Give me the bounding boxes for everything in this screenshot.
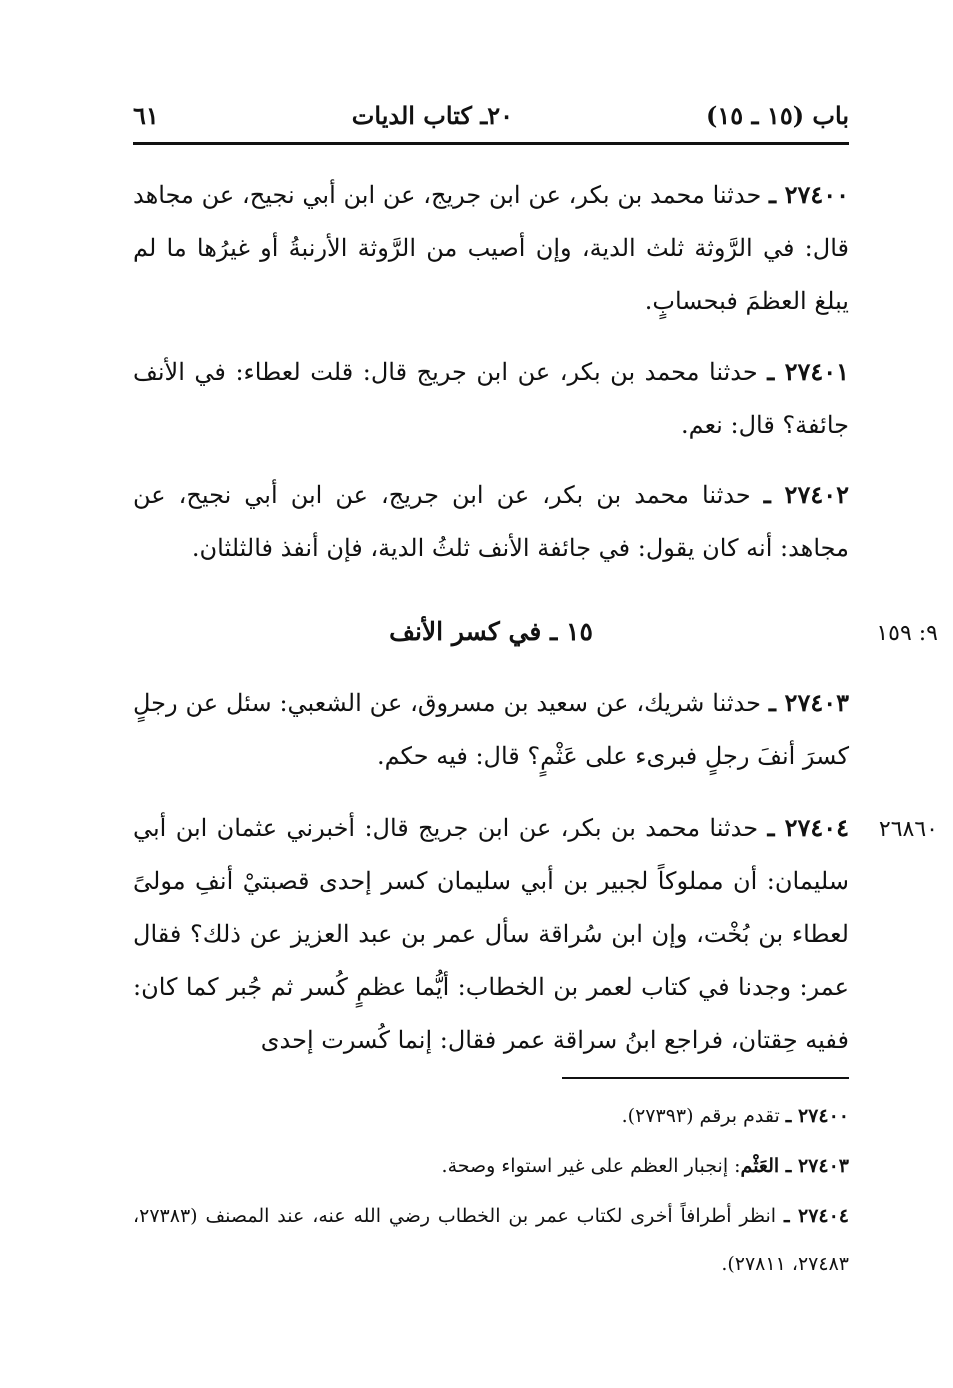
running-header (133, 95, 849, 135)
footnote-text: : إنجبار العظم على غير استواء وصحة. (441, 1155, 741, 1177)
hadith-text: حدثنا محمد بن بكر، عن ابن جريج قال: قلت لعطاء: في الأنف جائفة؟ قال: نعم. (133, 358, 849, 439)
margin-volume-ref: ٩: ١٥٩ (876, 621, 938, 646)
hadith-text: حدثنا شريك، عن سعيد بن مسروق، عن الشعبي: سئل عن رجلٍ كسرَ أنفَ رجلٍ فبرىء على عَثْمٍ؟ قال: فيه حكم. (133, 689, 849, 770)
hadith-number: ٢٧٤٠٣ ـ (768, 688, 849, 717)
footnote-number: ٢٧٤٠٣ ـ العَثْم (740, 1155, 849, 1177)
header-chapter: باب (١٥ ـ ١٥) (706, 100, 849, 130)
footnote-27400 (133, 1092, 849, 1140)
footnote-27403 (133, 1142, 849, 1190)
footnote-number: ٢٧٤٠٤ ـ (783, 1205, 850, 1227)
header-book-title: ٢٠ـ كتاب الديات (351, 100, 514, 130)
header-rule (133, 142, 849, 145)
hadith-27403 (133, 676, 849, 783)
hadith-number: ٢٧٤٠٢ ـ (763, 480, 849, 509)
footnote-27404 (133, 1192, 849, 1288)
hadith-text: حدثنا محمد بن بكر، عن ابن جريج، عن ابن أبي نجيح، عن مجاهد قال: في الرَّوثة ثلث الدية، وإن أصيب من الرَّوثة الأرنبةُ أو غيرُها ما لم يبلغ العظمَ فبحسابٍ. (133, 181, 849, 315)
hadith-number: ٢٧٤٠٠ ـ (769, 180, 850, 209)
footnote-rule (562, 1077, 849, 1079)
hadith-27404 (133, 801, 849, 1067)
hadith-text: حدثنا محمد بن بكر، عن ابن جريج، عن ابن أبي نجيح، عن مجاهد: أنه كان يقول: في جائفة الأنف ثلثُ الدية، فإن أنفذ فالثلثان. (133, 481, 849, 562)
footnote-text: تقدم برقم (٢٧٣٩٣). (621, 1105, 786, 1127)
hadith-27401 (133, 345, 849, 452)
margin-hadith-ref: ٢٦٨٦٠ (878, 817, 938, 842)
footnote-text: انظر أطرافاً أخرى لكتاب عمر بن الخطاب رضي الله عنه، عند المصنف (٢٧٣٨٣، ٢٧٤٨٣، ٢٧٨١١). (133, 1205, 849, 1275)
section-heading: ١٥ ـ في كسر الأنف (389, 617, 593, 646)
hadith-text: حدثنا محمد بن بكر، عن ابن جريج قال: أخبرني عثمان ابن أبي سليمان: أن مملوكاً لجبير بن أبي سليمان كسر إحدى قصبتيْ أنفِ مولىً لعطاء بن بُخْت، وإن ابن سُراقة سأل عمر بن عبد العزيز عن ذلك؟ فقال عمر: وجدنا في كتاب لعمر بن الخطاب: أيُّما عظمٍ كُسر ثم جُبر كما كان: ففيه حِقتان، فراجع ابنُ سراقة عمر فقال: إنما كُسرت إحدى (133, 814, 849, 1054)
hadith-27400 (133, 168, 849, 328)
hadith-number: ٢٧٤٠١ ـ (767, 357, 850, 386)
hadith-number: ٢٧٤٠٤ ـ (767, 813, 850, 842)
hadith-27402 (133, 468, 849, 575)
page-number: ٦١ (133, 100, 159, 130)
footnote-number: ٢٧٤٠٠ ـ (785, 1105, 849, 1127)
